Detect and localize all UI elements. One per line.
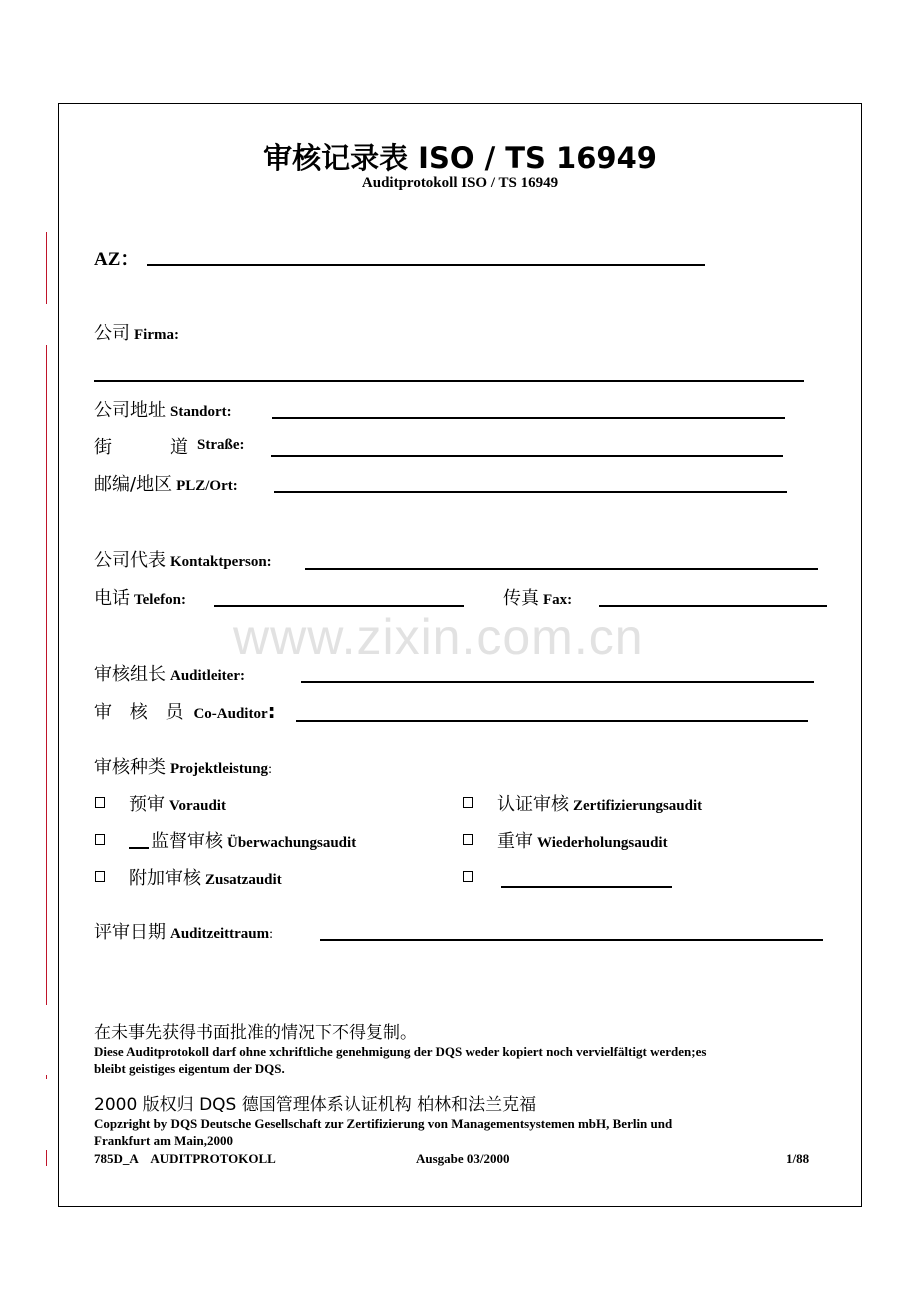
telefon-label-de: Telefon:	[134, 592, 186, 608]
standort-label	[94, 396, 232, 422]
ueberwachungsaudit-label-cn: 监督审核	[151, 831, 223, 852]
fax-label-cn: 传真	[503, 588, 539, 609]
margin-mark	[46, 232, 47, 304]
standort-label-cn: 公司地址	[94, 400, 166, 421]
watermark: www.zixin.com.cn	[233, 609, 644, 665]
zusatzaudit-label	[129, 864, 282, 890]
kontakt-label	[94, 546, 272, 572]
coauditor-label	[94, 698, 276, 724]
telefon-label-cn: 电话	[94, 588, 130, 609]
zusatzaudit-label-cn: 附加审核	[129, 868, 201, 889]
copyright-de-line2: Frankfurt am Main,2000	[94, 1133, 234, 1148]
voraudit-label	[129, 790, 226, 816]
fax-field[interactable]	[599, 605, 827, 607]
ueberwachungsaudit-label	[151, 827, 356, 853]
telefon-label	[94, 584, 186, 610]
fax-label-de: Fax:	[543, 592, 573, 608]
firma-label-cn: 公司	[94, 323, 130, 344]
auditleiter-label	[94, 660, 245, 686]
zertifizierungsaudit-checkbox[interactable]	[463, 797, 473, 808]
zertifizierungsaudit-label-cn: 认证审核	[497, 794, 569, 815]
auditleiter-label-cn: 审核组长	[94, 664, 166, 685]
plz-label-de: PLZ/Ort:	[176, 478, 238, 494]
ueberwachungsaudit-blank[interactable]	[129, 847, 149, 849]
coauditor-label-cn: 审 核 员	[94, 702, 190, 723]
strasse-field[interactable]	[271, 455, 783, 457]
notice-cn: 在未事先获得书面批准的情况下不得复制。	[94, 1023, 417, 1043]
strasse-label-cn-1: 街	[94, 437, 112, 458]
margin-mark	[46, 1075, 47, 1079]
fax-label	[503, 584, 572, 610]
auditzeit-label-cn: 评审日期	[94, 922, 166, 943]
voraudit-checkbox[interactable]	[95, 797, 105, 808]
page-subtitle: Auditprotokoll ISO / TS 16949	[361, 175, 559, 191]
strasse-label-de: Straße:	[197, 437, 245, 453]
coauditor-label-de: Co-Auditor	[193, 706, 268, 722]
auditleiter-label-de: Auditleiter:	[170, 668, 245, 684]
az-label: AZ：	[94, 249, 140, 270]
firma-label-de: Firma:	[134, 327, 179, 343]
plz-label	[94, 470, 238, 496]
auditzeit-label	[94, 918, 273, 944]
kontakt-label-de: Kontaktperson:	[170, 554, 272, 570]
projekt-label-de: Projektleistung	[170, 761, 269, 777]
zusatzaudit-label-de: Zusatzaudit	[205, 872, 282, 888]
wiederholungsaudit-label	[497, 827, 668, 853]
copyright-de-line1: Copzright by DQS Deutsche Gesellschaft zur Zertifizierung von Managementsystemen mbH, Berlin und	[94, 1116, 673, 1131]
firma-label	[94, 319, 179, 345]
coauditor-colon: :	[267, 699, 276, 723]
projekt-label	[94, 753, 272, 779]
other-audit-field[interactable]	[501, 886, 672, 888]
doc-code: 785D_A AUDITPROTOKOLL	[94, 1151, 276, 1166]
coauditor-field[interactable]	[296, 720, 808, 722]
plz-field[interactable]	[274, 491, 787, 493]
voraudit-label-de: Voraudit	[169, 798, 226, 814]
ueberwachungsaudit-checkbox[interactable]	[95, 834, 105, 845]
projekt-colon: :	[268, 762, 272, 777]
voraudit-label-cn: 预审	[129, 794, 165, 815]
firma-field[interactable]	[94, 380, 804, 382]
wiederholungsaudit-label-de: Wiederholungsaudit	[537, 835, 668, 851]
auditzeit-label-de: Auditzeittraum	[170, 926, 270, 942]
other-audit-checkbox[interactable]	[463, 871, 473, 882]
standort-label-de: Standort:	[170, 404, 232, 420]
wiederholungsaudit-label-cn: 重审	[497, 831, 533, 852]
ueberwachungsaudit-label-de: Überwachungsaudit	[227, 835, 357, 851]
zertifizierungsaudit-label	[497, 790, 702, 816]
page-number: 1/88	[786, 1151, 810, 1166]
notice-de-line1: Diese Auditprotokoll darf ohne xchriftliche genehmigung der DQS weder kopiert noch vervielfältigt werden;es	[94, 1044, 707, 1059]
telefon-field[interactable]	[214, 605, 464, 607]
auditleiter-field[interactable]	[301, 681, 814, 683]
projekt-label-cn: 审核种类	[94, 757, 166, 778]
margin-mark	[46, 345, 47, 1005]
plz-label-cn: 邮编/地区	[94, 474, 173, 495]
auditzeit-field[interactable]	[320, 939, 823, 941]
strasse-label-cn-2: 道	[170, 437, 188, 458]
copyright-cn: 2000 版权归 DQS 德国管理体系认证机构 柏林和法兰克福	[94, 1095, 537, 1115]
kontakt-label-cn: 公司代表	[94, 550, 166, 571]
wiederholungsaudit-checkbox[interactable]	[463, 834, 473, 845]
margin-mark	[46, 1150, 47, 1166]
zertifizierungsaudit-label-de: Zertifizierungsaudit	[573, 798, 703, 814]
zusatzaudit-checkbox[interactable]	[95, 871, 105, 882]
kontakt-field[interactable]	[305, 568, 818, 570]
notice-de-line2: bleibt geistiges eigentum der DQS.	[94, 1061, 285, 1076]
auditzeit-colon: :	[269, 927, 274, 942]
page-title: 审核记录表 ISO / TS 16949	[263, 141, 657, 175]
edition: Ausgabe 03/2000	[416, 1151, 510, 1166]
standort-field[interactable]	[272, 417, 785, 419]
az-field[interactable]	[147, 264, 705, 266]
